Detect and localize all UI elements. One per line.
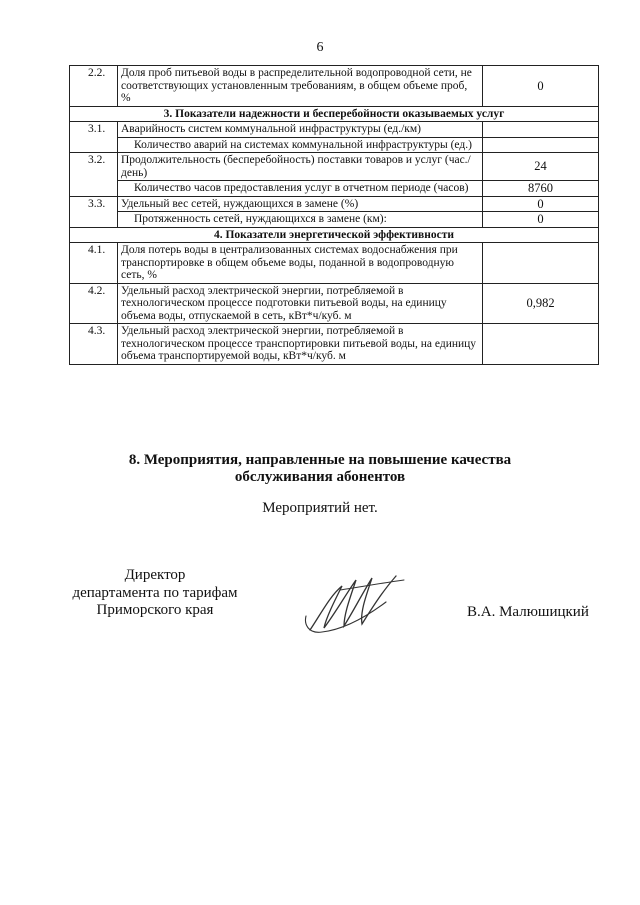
row-text: Продолжительность (бесперебойность) поставки товаров и услуг (час./день) [118,153,483,181]
row-text: Удельный расход электрической энергии, потребляемой в технологическом процессе транспортировки питьевой воды, на единицу объема транспортируемой воды, кВт*ч/куб. м [118,324,483,365]
page-number: 6 [316,40,324,55]
row-subtext: Количество часов предоставления услуг в отчетном периоде (часов) [118,181,483,197]
row-value [483,137,599,153]
section-header-row [70,106,599,122]
section-8-title-line2: обслуживания абонентов [234,469,406,485]
table-row [70,153,599,181]
row-text: Удельный расход электрической энергии, потребляемой в технологическом процессе подготовки питьевой воды, на единицу объема воды, отпускаемой в сеть, кВт*ч/куб. м [118,283,483,324]
table-row [70,243,599,284]
handwritten-signature [300,572,420,638]
table-row [70,324,599,365]
table-row [70,181,599,197]
row-text: Аварийность систем коммунальной инфраструктуры (ед./км) [118,122,483,138]
row-subtext: Количество аварий на системах коммунальной инфраструктуры (ед.) [118,137,483,153]
row-value: 0 [483,196,599,212]
table-row [70,66,599,107]
row-text: Доля проб питьевой воды в распределительной водопроводной сети, не соответствующих установленным требованиям, в общем объеме проб, % [118,66,483,107]
table-row [70,196,599,212]
row-subvalue: 0 [483,212,599,228]
signer-position [60,567,250,620]
section-4-title: 4. Показатели энергетической эффективности [70,227,599,243]
row-value [483,324,599,365]
table-row [70,122,599,138]
row-number: 4.2. [70,283,118,324]
row-value [483,243,599,284]
section-header-row [70,227,599,243]
row-subvalue: 8760 [483,181,599,197]
row-number: 4.1. [70,243,118,284]
table-row [70,137,599,153]
section-8-title-line1: 8. Мероприятия, направленные на повышение качества [128,452,512,468]
position-line: Приморского края [96,602,214,618]
row-value: 0,982 [483,283,599,324]
row-subtext: Протяженность сетей, нуждающихся в замене (км): [118,212,483,228]
row-value: 0 [483,66,599,107]
section-8-body: Мероприятий нет. [262,500,378,516]
section-8-heading [0,452,640,486]
row-number: 3.1. [70,122,118,153]
row-text: Доля потерь воды в централизованных системах водоснабжения при транспортировке в общем объеме воды, поданной в водопроводную сеть, % [118,243,483,284]
position-line: департамента по тарифам [72,584,238,601]
row-value [483,122,599,138]
position-line: Директор [124,567,186,583]
row-number: 3.2. [70,153,118,197]
section-3-title: 3. Показатели надежности и бесперебойности оказываемых услуг [70,106,599,122]
table-row [70,283,599,324]
row-number: 2.2. [70,66,118,107]
row-number: 4.3. [70,324,118,365]
indicators-table [69,65,599,365]
row-number: 3.3. [70,196,118,227]
table-row [70,212,599,228]
row-value: 24 [483,153,599,181]
row-text: Удельный вес сетей, нуждающихся в замене (%) [118,196,483,212]
signer-name: В.А. Малюшицкий [467,604,589,620]
